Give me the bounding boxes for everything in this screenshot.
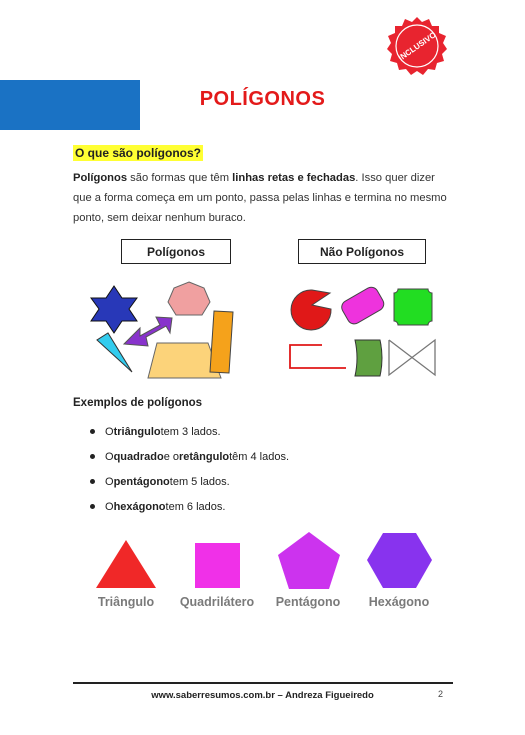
intro-text-1: são formas que têm <box>127 172 233 184</box>
list-item: O quadrado e o retângulo têm 4 lados. <box>90 444 289 469</box>
star-polygon-shape <box>91 286 137 333</box>
intro-text-2: . Isso quer dizer que a forma começa em um ponto, passa pelas linhas e termina no mesmo ponto, sem deixar nenhum buraco. <box>73 172 447 224</box>
quadrilateral-label: Quadrilátero <box>179 595 255 609</box>
open-path-shape <box>290 345 346 368</box>
list-item: O pentágono tem 5 lados. <box>90 469 289 494</box>
triangle-label: Triângulo <box>97 595 155 609</box>
bullet-icon <box>90 454 95 459</box>
trapezoid-shape <box>148 343 221 378</box>
quadrilateral-shape <box>195 543 240 588</box>
double-arrow-shape <box>124 317 172 346</box>
pacman-shape <box>291 290 331 330</box>
badge-text: INCLUSIVO <box>396 30 438 63</box>
pentagon-shape <box>278 532 340 589</box>
crossed-shape <box>389 340 435 375</box>
list-item: O hexágono tem 6 lados. <box>90 494 289 519</box>
inclusivo-badge-icon <box>386 16 448 78</box>
triangle-shape <box>96 540 156 588</box>
intro-bold-1: Polígonos <box>73 172 128 184</box>
footer-divider <box>73 682 453 684</box>
pentagon-label: Pentágono <box>275 595 341 609</box>
examples-list <box>90 419 289 519</box>
notched-square-shape <box>394 289 432 325</box>
page-title: POLÍGONOS <box>199 88 326 110</box>
examples-title: Exemplos de polígonos <box>73 397 203 409</box>
intro-bold-2: linhas retas e fechadas <box>232 172 356 184</box>
intro-paragraph <box>73 168 453 228</box>
triangle-cyan-shape <box>97 333 132 372</box>
page-number: 2 <box>438 689 444 699</box>
rounded-rect-shape <box>339 285 386 327</box>
polygons-label: Polígonos <box>121 239 231 264</box>
footer-text: www.saberresumos.com.br – Andreza Figueiredo <box>151 690 374 701</box>
rectangle-orange-shape <box>210 311 233 373</box>
non-polygons-label: Não Polígonos <box>298 239 426 264</box>
bullet-icon <box>90 479 95 484</box>
curved-rect-shape <box>355 340 382 376</box>
hexagon-label: Hexágono <box>368 595 430 609</box>
hexagon-shape <box>367 533 432 588</box>
bullet-icon <box>90 429 95 434</box>
list-item: O triângulo tem 3 lados. <box>90 419 289 444</box>
heptagon-shape <box>168 282 210 315</box>
intro-question: O que são polígonos? <box>75 146 201 160</box>
bullet-icon <box>90 504 95 509</box>
